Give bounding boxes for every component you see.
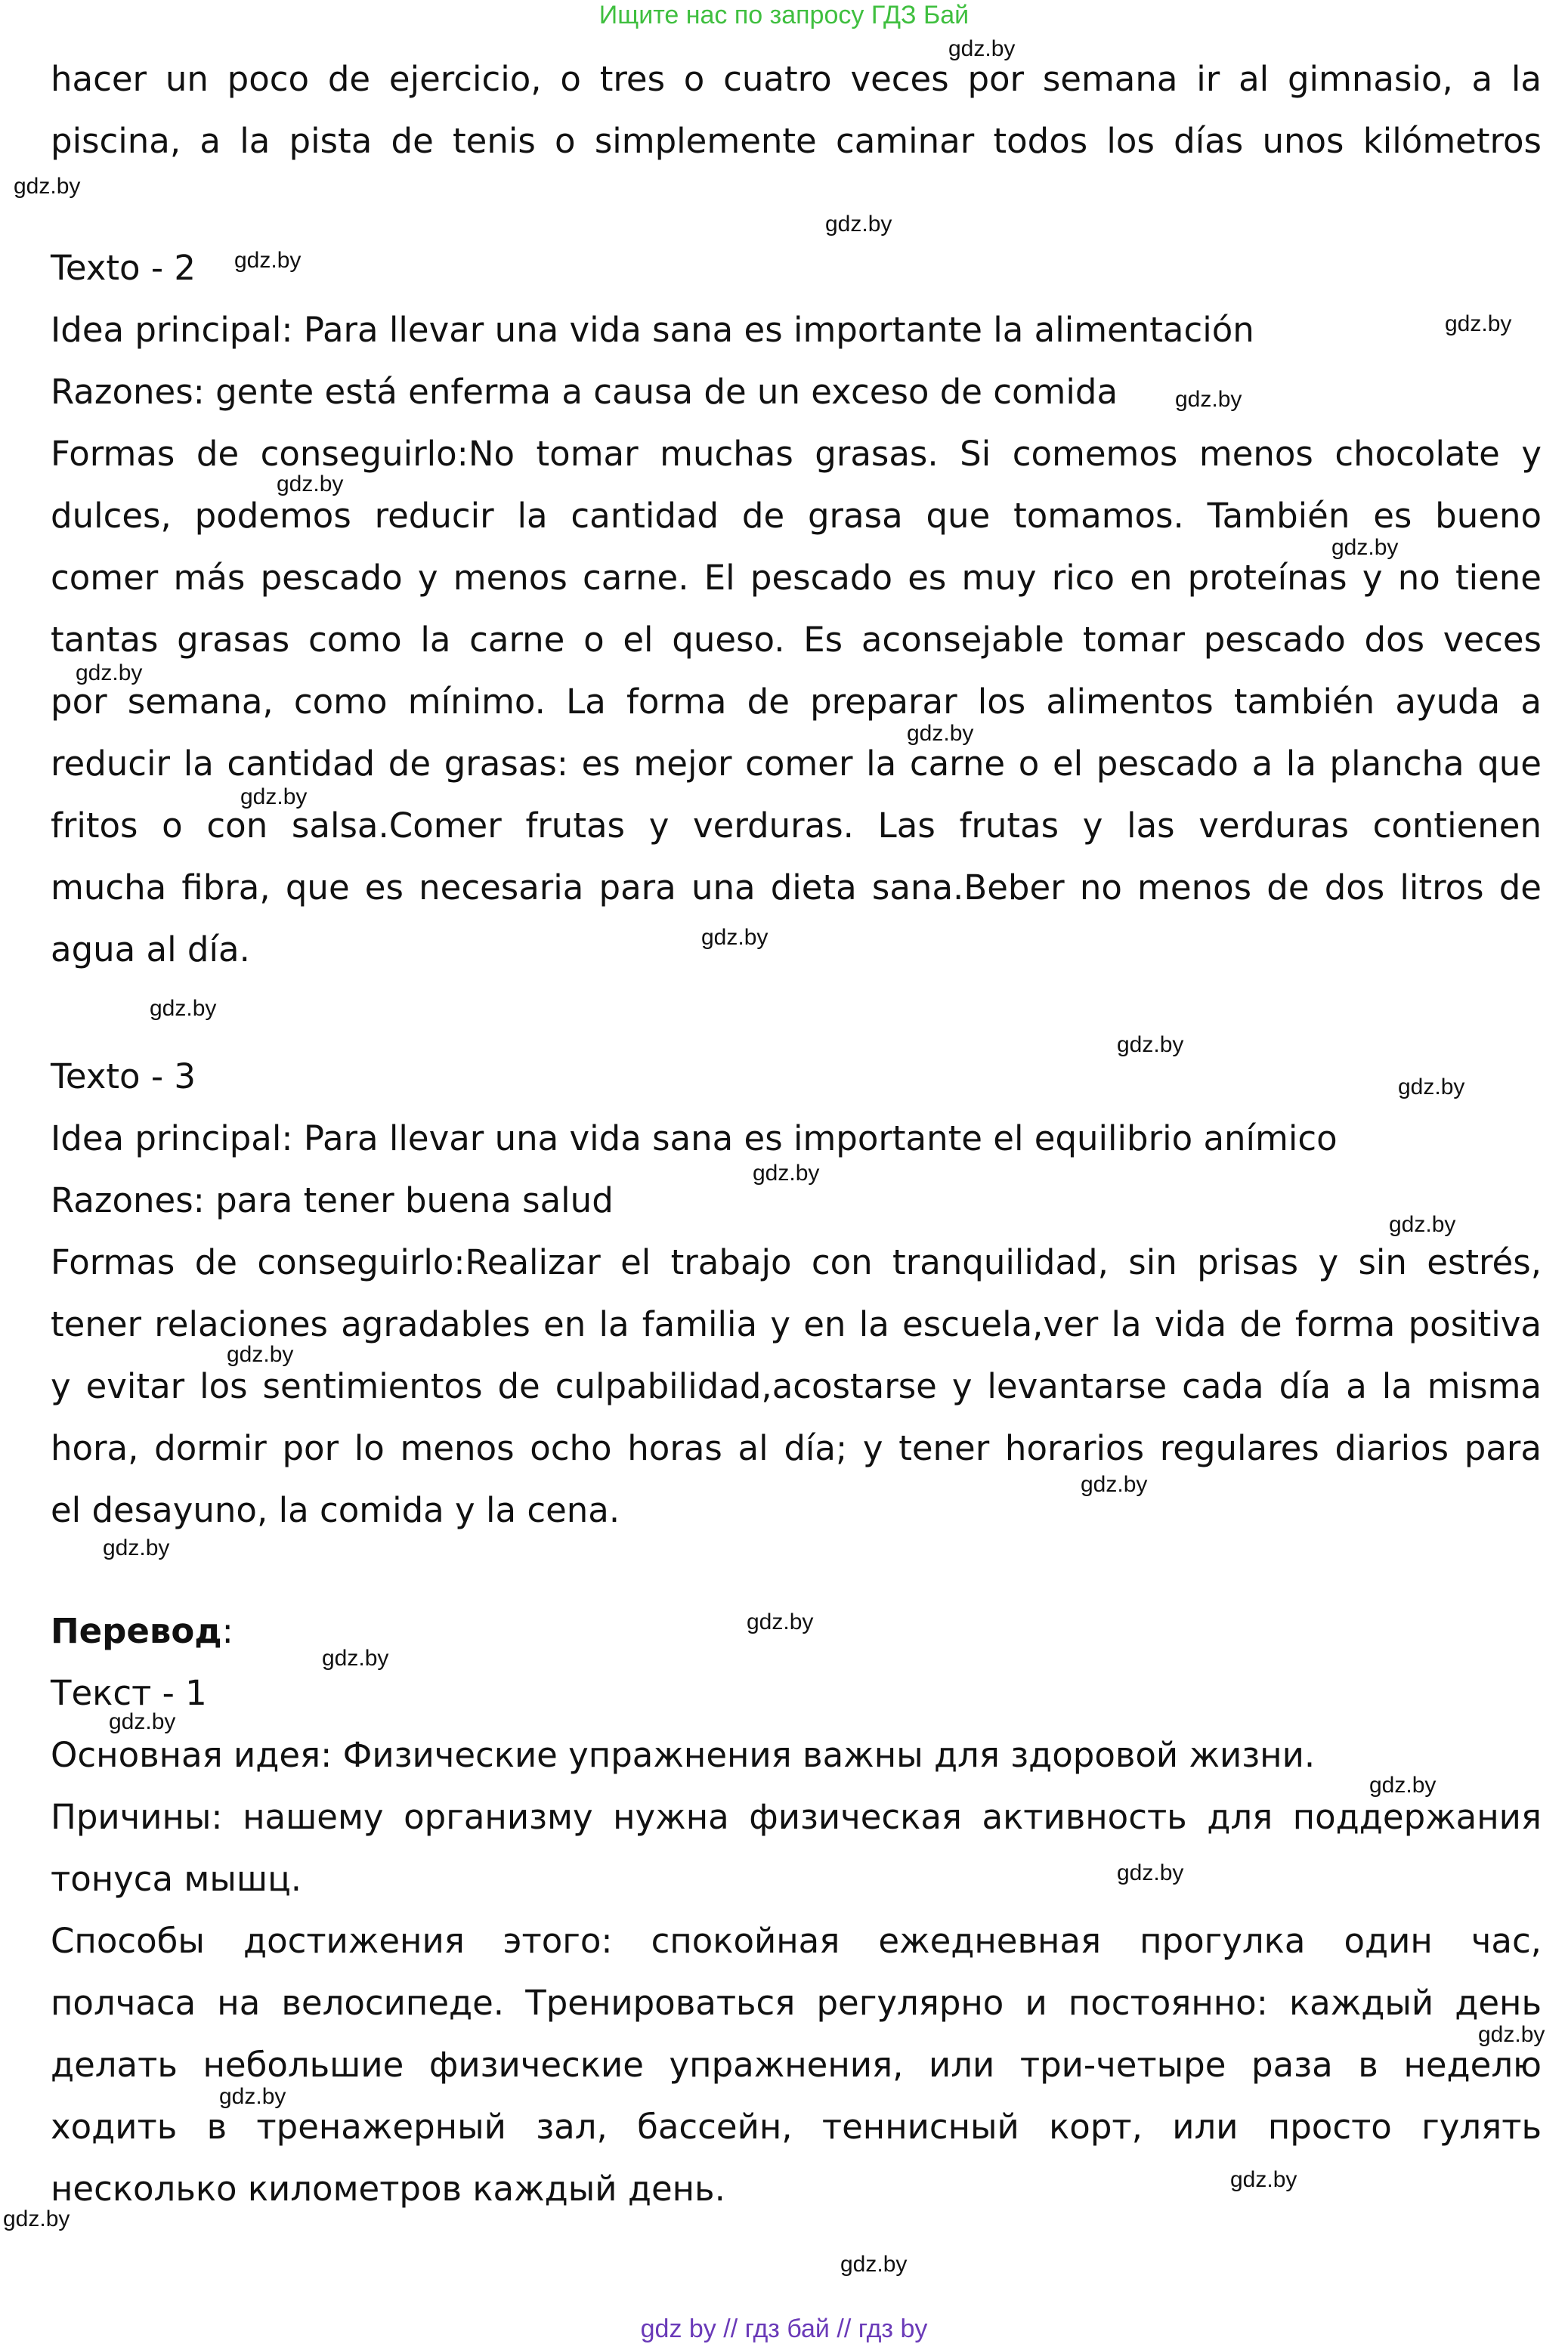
translation-ways-line: делать небольшие физические упражнения, или три-четыре раза в неделю (51, 2045, 1542, 2085)
texto2-title: Texto - 2 (51, 248, 196, 288)
watermark: gdz.by (747, 1610, 814, 1634)
texto2-formas-line: fritos o con salsa.Comer frutas y verduras. Las frutas y las verduras contienen (51, 806, 1542, 846)
texto3-title: Texto - 3 (51, 1056, 196, 1096)
translation-idea: Основная идея: Физические упражнения важны для здоровой жизни. (51, 1735, 1316, 1775)
watermark: gdz.by (1331, 535, 1399, 560)
translation-reasons-line: тонуса мышц. (51, 1859, 302, 1899)
translation-heading-colon: : (221, 1611, 233, 1651)
translation-heading-label: Перевод (51, 1611, 222, 1651)
watermark: gdz.by (907, 721, 974, 746)
texto2-idea: Idea principal: Para llevar una vida sana es importante la alimentación (51, 310, 1254, 350)
texto2-formas-line: Formas de conseguirlo:No tomar muchas grasas. Si comemos menos chocolate y (51, 434, 1542, 474)
watermark: gdz.by (1445, 311, 1512, 336)
translation-ways-line: несколько километров каждый день. (51, 2169, 725, 2209)
watermark: gdz.by (227, 1342, 294, 1367)
watermark: gdz.by (240, 784, 308, 809)
translation-ways-line: Способы достижения этого: спокойная ежедневная прогулка один час, (51, 1921, 1542, 1961)
watermark: gdz.by (1369, 1773, 1437, 1798)
watermark: gdz.by (277, 472, 344, 496)
watermark: gdz.by (103, 1535, 170, 1560)
watermark: gdz.by (234, 248, 302, 273)
watermark: gdz.by (322, 1646, 389, 1671)
watermark: gdz.by (948, 36, 1016, 61)
texto2-formas-line: por semana, como mínimo. La forma de preparar los alimentos también ayuda a (51, 682, 1542, 722)
texto2-formas-line: tantas grasas como la carne o el queso. Es aconsejable tomar pescado dos veces (51, 620, 1542, 660)
translation-ways-line: ходить в тренажерный зал, бассейн, теннисный корт, или просто гулять (51, 2107, 1542, 2147)
text1-line-1: hacer un poco de ejercicio, o tres o cuatro veces por semana ir al gimnasio, a la (51, 59, 1542, 99)
texto2-formas-line: agua al día. (51, 929, 250, 969)
site-footer-links: gdz by // гдз бай // гдз by (640, 2315, 928, 2343)
translation-reasons-line: Причины: нашему организму нужна физическая активность для поддержания (51, 1797, 1542, 1837)
watermark: gdz.by (1398, 1075, 1465, 1099)
watermark: gdz.by (3, 2206, 70, 2231)
texto3-formas-line: y evitar los sentimientos de culpabilidad,acostarse y levantarse cada día a la misma (51, 1366, 1542, 1406)
texto2-razones: Razones: gente está enferma a causa de un exceso de comida (51, 372, 1118, 412)
watermark: gdz.by (219, 2084, 286, 2109)
watermark: gdz.by (1117, 1860, 1184, 1885)
watermark: gdz.by (76, 660, 143, 685)
texto3-formas-line: hora, dormir por lo menos ocho horas al día; y tener horarios regulares diarios para (51, 1428, 1542, 1468)
translation-ways-line: полчаса на велосипеде. Тренироваться регулярно и постоянно: каждый день (51, 1983, 1542, 2023)
watermark: gdz.by (840, 2252, 908, 2277)
texto3-razones: Razones: para tener buena salud (51, 1180, 614, 1220)
watermark: gdz.by (1175, 387, 1242, 412)
watermark: gdz.by (701, 925, 769, 950)
watermark: gdz.by (1389, 1212, 1456, 1237)
watermark: gdz.by (825, 212, 892, 237)
texto2-formas-line: dulces, podemos reducir la cantidad de grasa que tomamos. También es bueno (51, 496, 1542, 536)
texto3-formas-line: Formas de conseguirlo:Realizar el trabajo con tranquilidad, sin prisas y sin estrés, (51, 1242, 1542, 1282)
watermark: gdz.by (14, 174, 81, 199)
texto2-formas-line: mucha fibra, que es necesaria para una dieta sana.Beber no menos de dos litros de (51, 867, 1542, 908)
texto2-formas-line: reducir la cantidad de grasas: es mejor comer la carne o el pescado a la plancha que (51, 744, 1542, 784)
watermark: gdz.by (1478, 2022, 1545, 2047)
watermark: gdz.by (753, 1161, 820, 1186)
texto2-formas-line: comer más pescado y menos carne. El pescado es muy rico en proteínas y no tiene (51, 558, 1542, 598)
watermark: gdz.by (1230, 2167, 1297, 2192)
site-header-banner: Ищите нас по запросу ГДЗ Бай (598, 1, 970, 29)
watermark: gdz.by (109, 1709, 176, 1734)
translation-title: Текст - 1 (51, 1673, 207, 1713)
watermark: gdz.by (1117, 1032, 1184, 1057)
texto3-formas-line: el desayuno, la comida y la cena. (51, 1490, 620, 1530)
text1-line-2: piscina, a la pista de tenis o simplemente caminar todos los días unos kilómetros (51, 121, 1542, 161)
texto3-formas-line: tener relaciones agradables en la familia y en la escuela,ver la vida de forma positiva (51, 1304, 1542, 1344)
texto3-idea: Idea principal: Para llevar una vida sana es importante el equilibrio anímico (51, 1118, 1338, 1158)
watermark: gdz.by (1081, 1472, 1148, 1497)
watermark: gdz.by (150, 996, 217, 1021)
